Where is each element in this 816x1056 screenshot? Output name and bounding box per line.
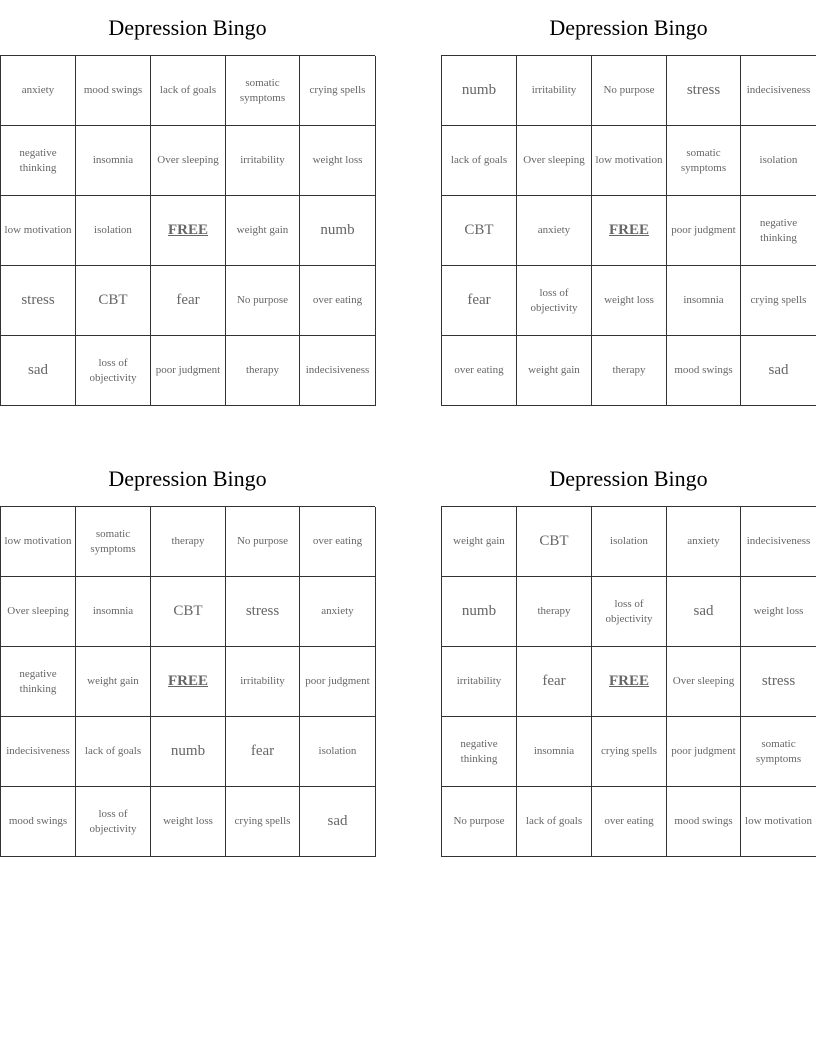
card-title: Depression Bingo [108, 15, 267, 40]
bingo-cell[interactable]: CBT [76, 266, 151, 336]
bingo-cell[interactable]: crying spells [741, 266, 816, 336]
bingo-cell[interactable]: weight gain [442, 507, 517, 577]
bingo-cell[interactable]: over eating [300, 266, 376, 336]
bingo-cell[interactable]: stress [741, 647, 816, 717]
bingo-card-1 [0, 0, 375, 406]
bingo-cell[interactable]: irritability [442, 647, 517, 717]
bingo-cell[interactable]: numb [151, 717, 226, 787]
bingo-grid [441, 506, 816, 857]
bingo-cell[interactable]: poor judgment [667, 717, 741, 787]
card-title: Depression Bingo [549, 466, 708, 491]
bingo-cell[interactable]: irritability [226, 126, 300, 196]
free-space-cell[interactable]: FREE [592, 647, 667, 717]
bingo-cell[interactable]: somatic symptoms [226, 56, 300, 126]
bingo-cell[interactable]: No purpose [442, 787, 517, 857]
bingo-cell[interactable]: anxiety [300, 577, 376, 647]
bingo-cell[interactable]: somatic symptoms [76, 507, 151, 577]
bingo-cell[interactable]: low motivation [592, 126, 667, 196]
bingo-cell[interactable]: fear [226, 717, 300, 787]
bingo-cell[interactable]: therapy [517, 577, 592, 647]
bingo-cell[interactable]: lack of goals [442, 126, 517, 196]
bingo-cell[interactable]: Over sleeping [1, 577, 76, 647]
bingo-cell[interactable]: loss of objectivity [592, 577, 667, 647]
bingo-cell[interactable]: crying spells [300, 56, 376, 126]
free-space-cell[interactable]: FREE [592, 196, 667, 266]
bingo-cell[interactable]: lack of goals [76, 717, 151, 787]
bingo-cell[interactable]: numb [300, 196, 376, 266]
bingo-cell[interactable]: poor judgment [300, 647, 376, 717]
bingo-cell[interactable]: No purpose [592, 56, 667, 126]
bingo-cell[interactable]: CBT [442, 196, 517, 266]
bingo-cell[interactable]: Over sleeping [151, 126, 226, 196]
bingo-cell[interactable]: CBT [151, 577, 226, 647]
bingo-cell[interactable]: loss of objectivity [76, 787, 151, 857]
bingo-cell[interactable]: therapy [151, 507, 226, 577]
bingo-grid [0, 55, 375, 406]
bingo-cell[interactable]: mood swings [667, 336, 741, 406]
bingo-cell[interactable]: therapy [592, 336, 667, 406]
bingo-cell[interactable]: isolation [76, 196, 151, 266]
bingo-cell[interactable]: Over sleeping [667, 647, 741, 717]
card-title: Depression Bingo [549, 15, 708, 40]
bingo-cell[interactable]: insomnia [667, 266, 741, 336]
bingo-card-4 [441, 451, 816, 857]
bingo-cell[interactable]: insomnia [76, 577, 151, 647]
bingo-cell[interactable]: mood swings [1, 787, 76, 857]
bingo-cell[interactable]: numb [442, 56, 517, 126]
bingo-cell[interactable]: isolation [592, 507, 667, 577]
bingo-cell[interactable]: sad [741, 336, 816, 406]
bingo-cell[interactable]: crying spells [226, 787, 300, 857]
bingo-cell[interactable]: weight gain [76, 647, 151, 717]
bingo-cell[interactable]: weight loss [741, 577, 816, 647]
bingo-card-2 [441, 0, 816, 406]
bingo-cell[interactable]: indecisiveness [1, 717, 76, 787]
bingo-cell[interactable]: poor judgment [667, 196, 741, 266]
bingo-cell[interactable]: low motivation [1, 507, 76, 577]
bingo-cell[interactable]: weight loss [300, 126, 376, 196]
bingo-cell[interactable]: crying spells [592, 717, 667, 787]
bingo-cell[interactable]: irritability [226, 647, 300, 717]
bingo-cell[interactable]: somatic symptoms [667, 126, 741, 196]
bingo-cell[interactable]: loss of objectivity [76, 336, 151, 406]
card-title: Depression Bingo [108, 466, 267, 491]
bingo-cell[interactable]: CBT [517, 507, 592, 577]
bingo-cell[interactable]: fear [517, 647, 592, 717]
bingo-cell[interactable]: numb [442, 577, 517, 647]
bingo-cell[interactable]: negative thinking [442, 717, 517, 787]
bingo-cell[interactable]: lack of goals [517, 787, 592, 857]
bingo-cell[interactable]: weight gain [517, 336, 592, 406]
bingo-cell[interactable]: over eating [592, 787, 667, 857]
bingo-cell[interactable]: negative thinking [1, 126, 76, 196]
bingo-cell[interactable]: weight gain [226, 196, 300, 266]
bingo-cell[interactable]: fear [151, 266, 226, 336]
bingo-cell[interactable]: stress [1, 266, 76, 336]
bingo-cell[interactable]: negative thinking [1, 647, 76, 717]
bingo-cell[interactable]: irritability [517, 56, 592, 126]
free-space-cell[interactable]: FREE [151, 647, 226, 717]
bingo-cell[interactable]: Over sleeping [517, 126, 592, 196]
bingo-cell[interactable]: weight loss [151, 787, 226, 857]
free-space-cell[interactable]: FREE [151, 196, 226, 266]
bingo-cell[interactable]: stress [667, 56, 741, 126]
bingo-cell[interactable]: low motivation [1, 196, 76, 266]
bingo-cell[interactable]: over eating [300, 507, 376, 577]
bingo-cell[interactable]: stress [226, 577, 300, 647]
bingo-cell[interactable]: over eating [442, 336, 517, 406]
bingo-cell[interactable]: indecisiveness [300, 336, 376, 406]
bingo-cell[interactable]: isolation [741, 126, 816, 196]
bingo-cell[interactable]: somatic symptoms [741, 717, 816, 787]
bingo-cell[interactable]: indecisiveness [741, 507, 816, 577]
bingo-cell[interactable]: No purpose [226, 507, 300, 577]
bingo-cell[interactable]: mood swings [667, 787, 741, 857]
bingo-cell[interactable]: indecisiveness [741, 56, 816, 126]
bingo-cell[interactable]: weight loss [592, 266, 667, 336]
bingo-cell[interactable]: sad [667, 577, 741, 647]
bingo-cell[interactable]: therapy [226, 336, 300, 406]
bingo-cell[interactable]: anxiety [1, 56, 76, 126]
bingo-cell[interactable]: insomnia [76, 126, 151, 196]
bingo-cell[interactable]: mood swings [76, 56, 151, 126]
bingo-cell[interactable]: low motivation [741, 787, 816, 857]
bingo-cell[interactable]: isolation [300, 717, 376, 787]
bingo-cell[interactable]: poor judgment [151, 336, 226, 406]
bingo-cell[interactable]: insomnia [517, 717, 592, 787]
bingo-grid [0, 506, 375, 857]
bingo-cell[interactable]: anxiety [667, 507, 741, 577]
bingo-cell[interactable]: fear [442, 266, 517, 336]
bingo-cell[interactable]: No purpose [226, 266, 300, 336]
bingo-cell[interactable]: loss of objectivity [517, 266, 592, 336]
bingo-cell[interactable]: sad [300, 787, 376, 857]
bingo-cell[interactable]: sad [1, 336, 76, 406]
bingo-grid [441, 55, 816, 406]
bingo-cell[interactable]: anxiety [517, 196, 592, 266]
bingo-card-3 [0, 451, 375, 857]
bingo-cell[interactable]: lack of goals [151, 56, 226, 126]
bingo-cell[interactable]: negative thinking [741, 196, 816, 266]
